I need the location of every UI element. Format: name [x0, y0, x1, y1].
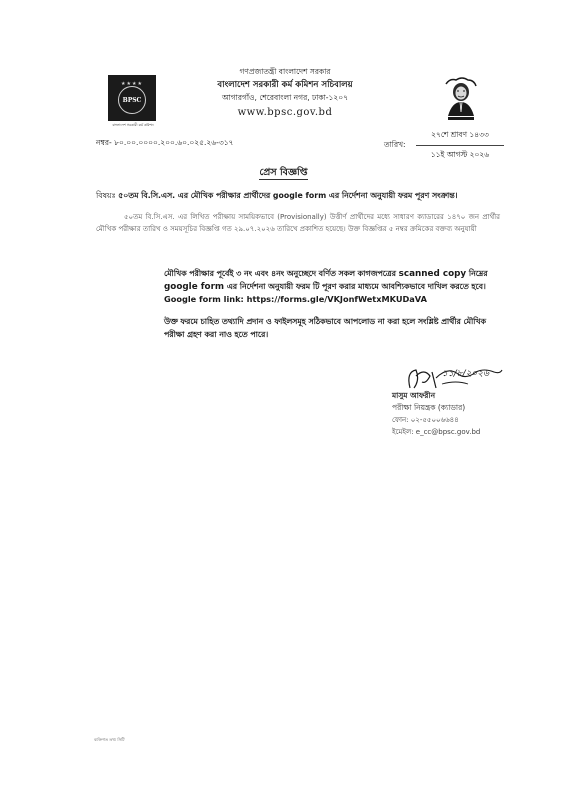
instruction-part1: মৌখিক পরীক্ষার পূর্বেই ৩ নং এবং ৪নং অনুচ্ছেদে বর্ণিত সকল কাগজপত্রের	[164, 269, 396, 278]
logo-stars: ★★★★	[121, 81, 143, 87]
title-text: প্রেস বিজ্ঞপ্তি	[259, 167, 308, 178]
instruction-part5: এর নির্দেশনা অনুযায়ী ফরম টি পূরণ করার মাধ্যমে আবশ্যিকভাবে দাখিল করতে হবে।	[226, 281, 486, 291]
portrait-emblem	[440, 74, 482, 122]
subject-label: বিষয়ঃ	[96, 191, 116, 200]
body-paragraph: ৫০তম বি.সি.এস. এর লিখিত পরীক্ষায় সাময়িকভাবে (Provisionally) উত্তীর্ণ প্রার্থীদের মধ্যে সাধারণ ক্যাডারের ১৪৭০ জন প্রার্থীর মৌখিক পরীক্ষার তারিখ ও সময়সূচির বিজ্ঞপ্তি গত ২৯.০৭.২০২৬ তারিখে প্রকাশিত হয়েছে। উক্ত বিজ্ঞপ্তির ৫ নম্বর ক্রমিকের বক্তব্য অনুযায়ী	[96, 213, 500, 233]
handwritten-signature	[396, 362, 506, 392]
instruction-google-form: google form	[164, 281, 225, 292]
signatory-name: মাসুম আফরীন	[392, 391, 436, 400]
instruction-part3: নিম্নের	[468, 269, 488, 278]
government-name: গণপ্রজাতন্ত্রী বাংলাদেশ সরকার	[239, 67, 331, 76]
logo-ring	[118, 86, 146, 114]
instruction-block	[164, 268, 504, 293]
footer-note: ব্যক্তিগত তথ্য সিটি	[94, 737, 125, 742]
logo-caption: বাংলাদেশ সরকারী কর্ম কমিশন	[112, 123, 154, 127]
instruction-scanned-copy: scanned copy	[398, 269, 467, 279]
signatory-phone: ফোন: ০২-৫৫০০৬৬৪৪	[392, 416, 459, 424]
bpsc-logo	[108, 75, 156, 121]
memo-number: নম্বর- ৮০.০০.০০০০.২০০.৬০.০২৫.২৬-৩১৭	[96, 138, 234, 147]
signatory-email: ইমেইল: e_cc@bpsc.gov.bd	[392, 428, 481, 436]
date-bangla: ২৭শে শ্রাবণ ১৪৩৩	[416, 130, 504, 146]
signatory-post: পরীক্ষা নিয়ন্ত্রক (ক্যাডার)	[392, 403, 466, 412]
website: www.bpsc.gov.bd	[237, 107, 333, 118]
date-label: তারিখ:	[384, 140, 406, 149]
subject-line	[96, 190, 516, 203]
date-block	[416, 130, 504, 162]
signature-date: ১১/৮/২০২৬	[442, 369, 489, 379]
warning-text: উক্ত ফরমে চাহিত তথ্যাদি প্রদান ও ফাইলসমূহ সঠিকভাবে আপলোড না করা হলে সংশ্লিষ্ট প্রার্থীর মৌখিক পরীক্ষা গ্রহণ করা নাও হতে পারে।	[164, 317, 486, 339]
logo-text: BPSC	[122, 96, 142, 104]
letterhead	[160, 66, 410, 121]
google-form-link[interactable]: Google form link: https://forms.gle/VKJonfWetxMKUDaVA	[164, 294, 427, 304]
press-release-title	[0, 160, 567, 181]
date-gregorian: ১১ই আগস্ট ২০২৬	[430, 150, 490, 159]
subject-text: ৫০তম বি.সি.এস. এর মৌখিক পরীক্ষার প্রার্থীদের google form এর নির্দেশনা অনুযায়ী ফরম পূরণ সংক্রান্ত।	[118, 191, 458, 200]
commission-name: বাংলাদেশ সরকারী কর্ম কমিশন সচিবালয়	[217, 80, 353, 90]
signatory-block	[392, 390, 512, 438]
address: আগারগাঁও, শেরেবাংলা নগর, ঢাকা-১২০৭	[221, 93, 348, 102]
